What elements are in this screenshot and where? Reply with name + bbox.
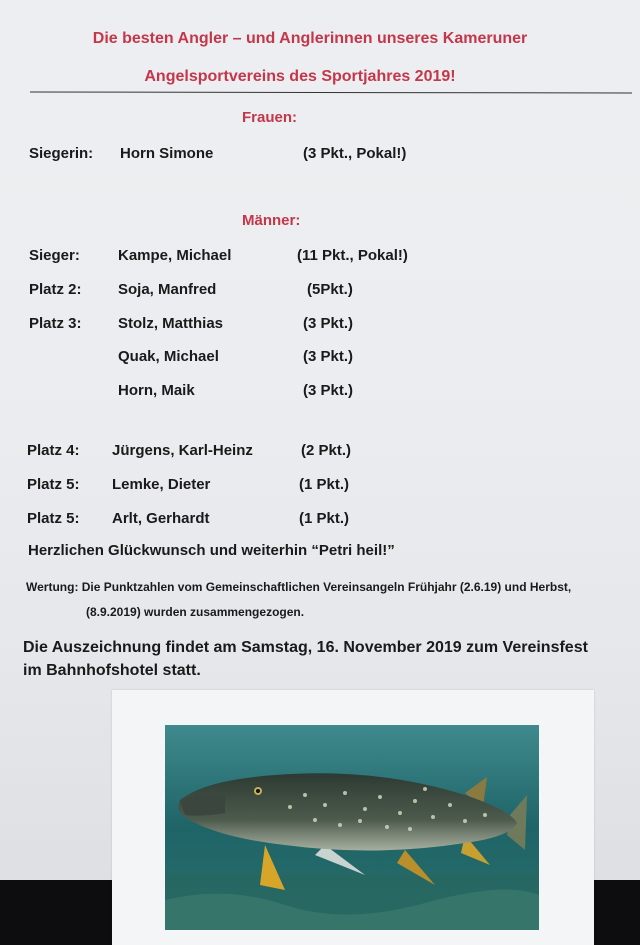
angler-name: Soja, Manfred xyxy=(118,281,217,298)
points: (3 Pkt.) xyxy=(303,315,354,332)
angler-name: Arlt, Gerhardt xyxy=(112,510,210,527)
scoring-note-line-1: Wertung: Die Punktzahlen vom Gemeinschaftlichen Vereinsangeln Frühjahr (2.6.19) und Herbst, xyxy=(26,580,572,594)
points: (1 Pkt.) xyxy=(299,510,350,527)
angler-name: Kampe, Michael xyxy=(118,247,232,264)
points: (5Pkt.) xyxy=(307,281,353,298)
rank-label: Platz 5: xyxy=(27,476,80,493)
men-heading: Männer: xyxy=(242,212,301,229)
points: (3 Pkt.) xyxy=(303,382,354,399)
women-heading: Frauen: xyxy=(242,109,298,126)
rank-label: Platz 4: xyxy=(27,442,80,459)
angler-name: Lemke, Dieter xyxy=(112,476,211,493)
angler-name: Jürgens, Karl-Heinz xyxy=(112,442,253,459)
rank-label: Siegerin: xyxy=(29,145,94,162)
scoring-note-line-2: (8.9.2019) wurden zusammengezogen. xyxy=(86,605,305,619)
rank-label: Platz 2: xyxy=(29,281,82,298)
rank-label: Platz 5: xyxy=(27,510,80,527)
angler-name: Horn Simone xyxy=(120,145,214,162)
rank-label: Sieger: xyxy=(29,247,80,264)
angler-name: Quak, Michael xyxy=(118,348,219,365)
points: (1 Pkt.) xyxy=(299,476,350,493)
points: (2 Pkt.) xyxy=(301,442,352,459)
points: (3 Pkt.) xyxy=(303,348,354,365)
points: (3 Pkt., Pokal!) xyxy=(303,145,407,162)
angler-name: Horn, Maik xyxy=(118,382,195,399)
title-line-2: Angelsportvereins des Sportjahres 2019! xyxy=(144,68,456,85)
award-note-line-2: im Bahnhofshotel statt. xyxy=(23,662,201,679)
congratulations-text: Herzlichen Glückwunsch und weiterhin “Petri heil!” xyxy=(28,542,395,559)
award-note-line-1: Die Auszeichnung findet am Samstag, 16. November 2019 zum Vereinsfest xyxy=(23,639,588,656)
points: (11 Pkt., Pokal!) xyxy=(297,247,408,264)
pike-fish-photo xyxy=(165,725,539,930)
angler-name: Stolz, Matthias xyxy=(118,315,224,332)
rank-label: Platz 3: xyxy=(29,315,82,332)
title-line-1: Die besten Angler – und Anglerinnen unseres Kameruner xyxy=(92,30,528,47)
